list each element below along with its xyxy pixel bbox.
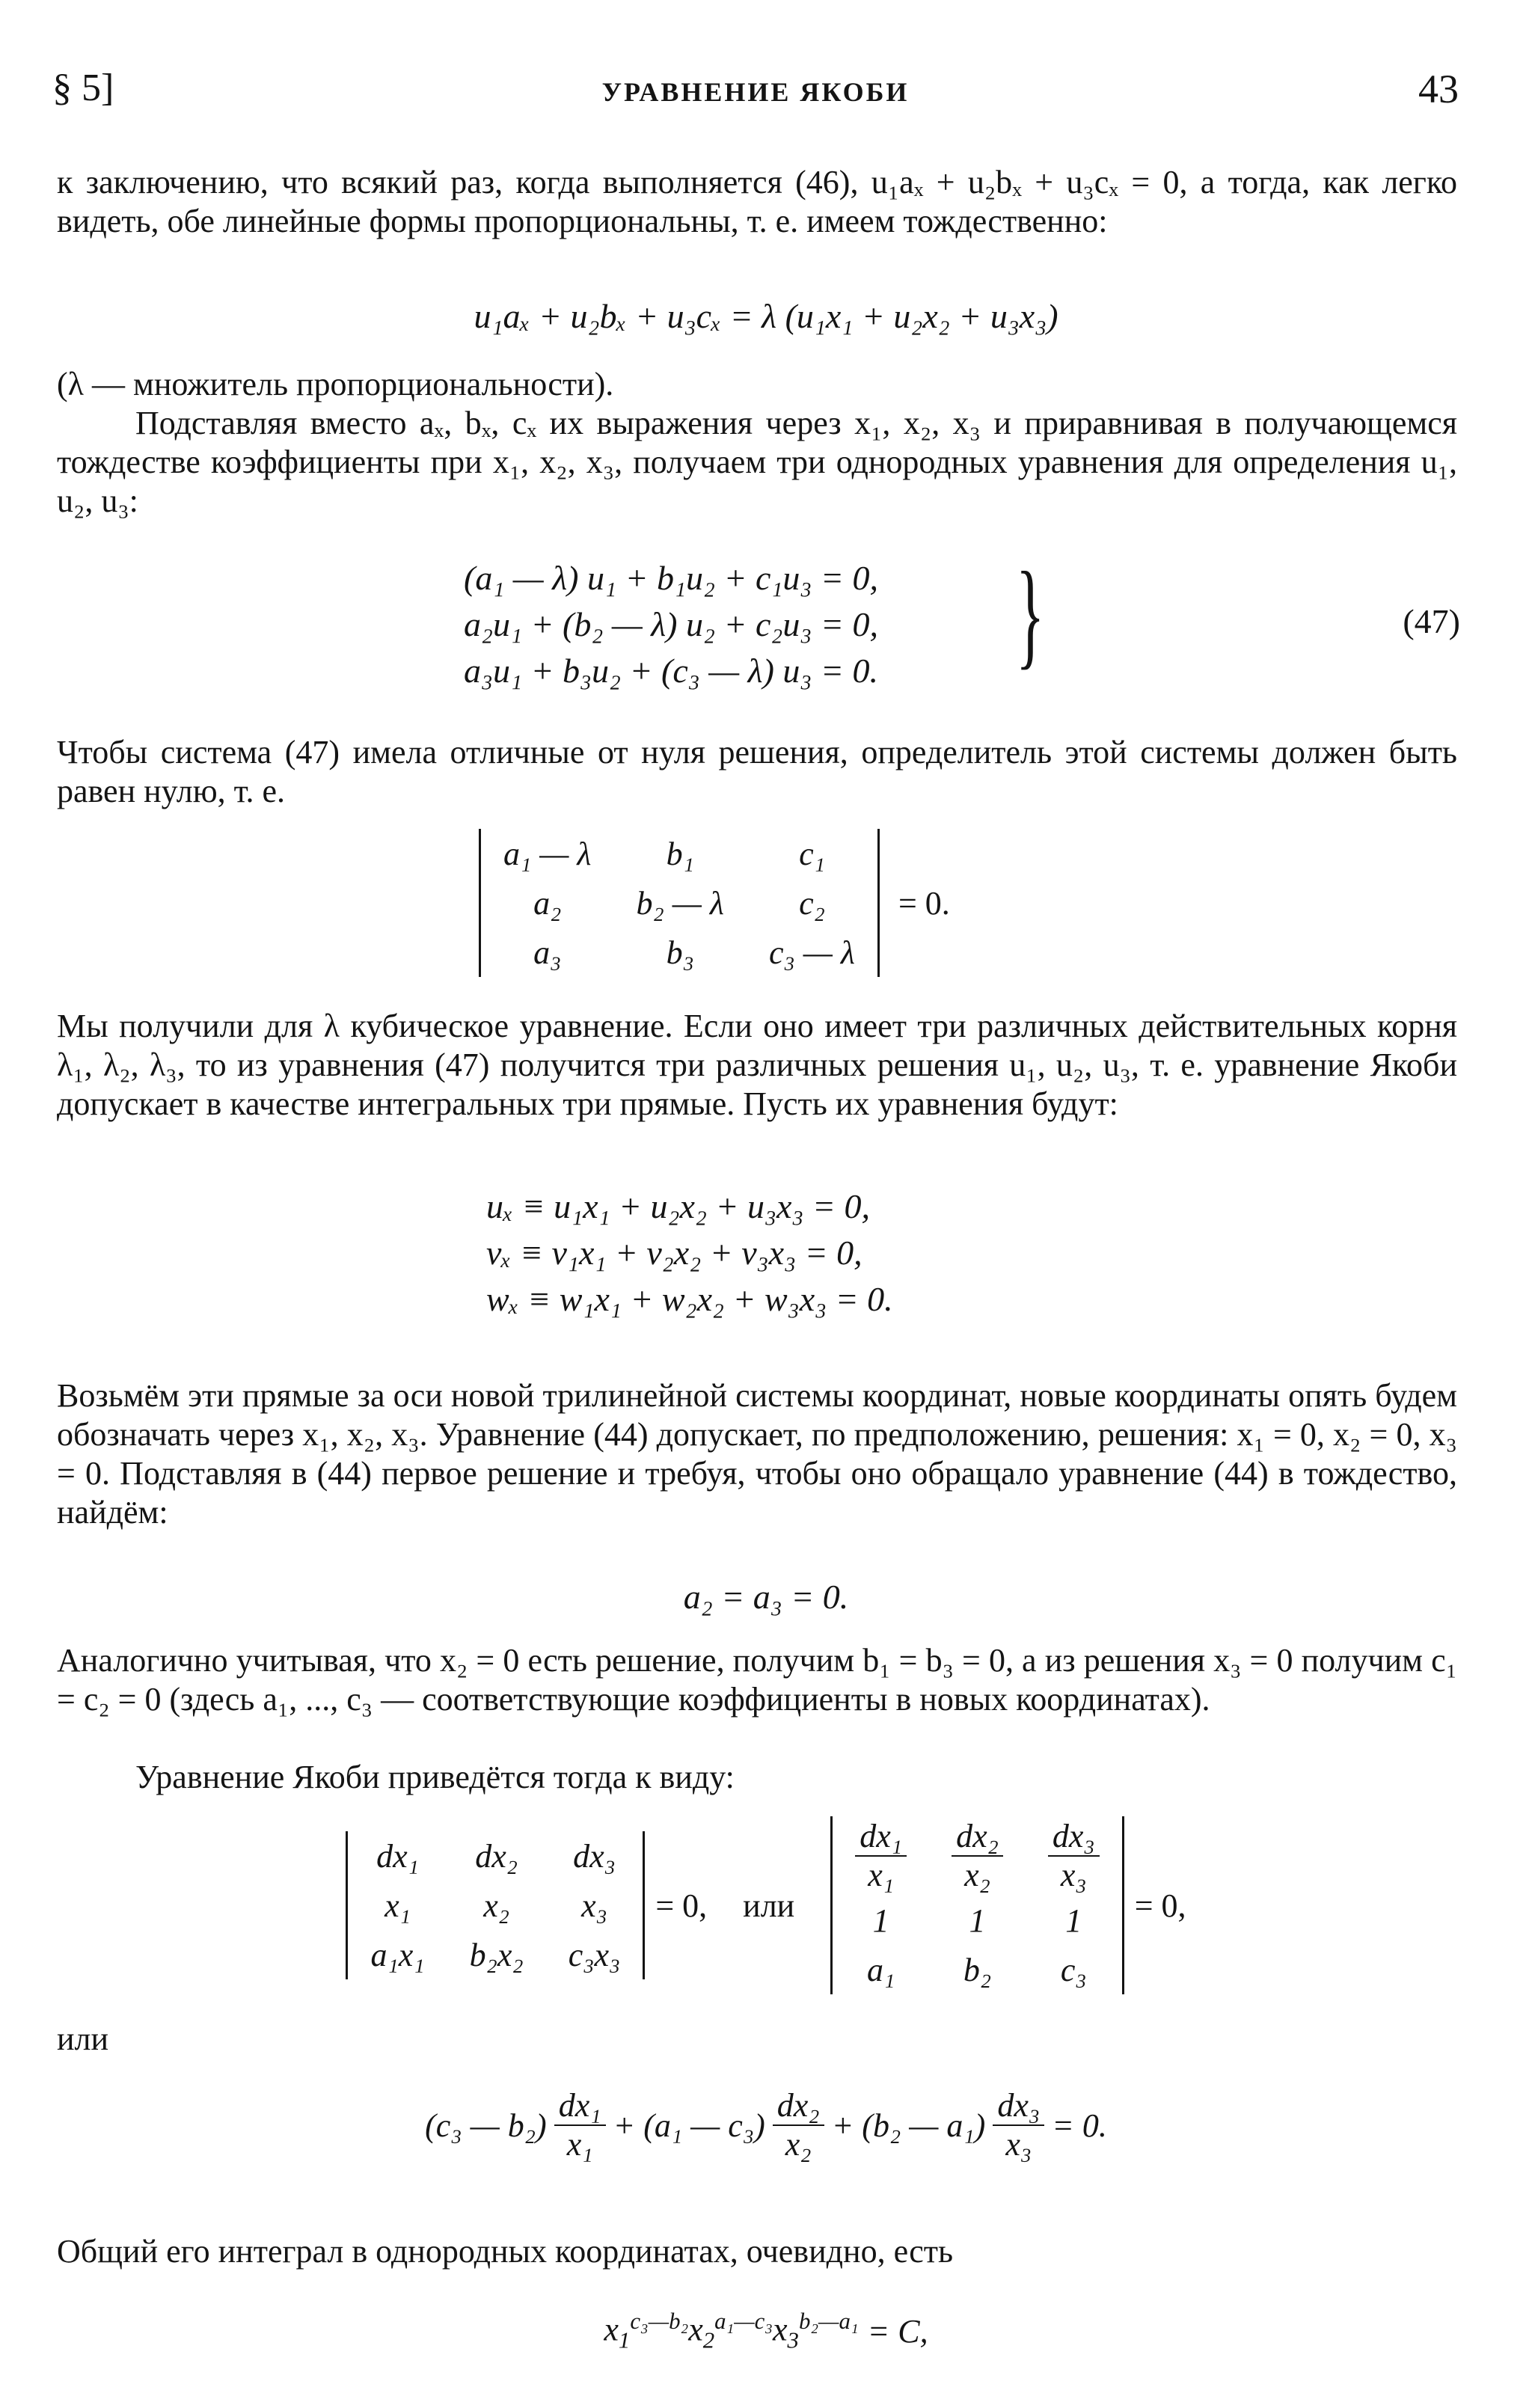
fraction [773,2087,824,2163]
system-line-2: a₂u₁ + (b₂ — λ) u₂ + c₂u₃ = 0, [464,605,878,643]
general-integral [0,2309,1532,2353]
fraction [993,2087,1044,2163]
fraction-numerator: dx₂ [773,2087,824,2126]
equation-a-zero: a₂ = a₃ = 0. [683,1578,849,1616]
paragraph-7: Аналогично учитывая, что x₂ = 0 есть решение, получим b₁ = b₃ = 0, а из решения x₃ = 0 получим c₁ = c₂ = 0 (здесь a₁, ..., c₃ — соответствующие коэффициенты в новых координатах). [57,1642,1457,1718]
power-term [604,2309,688,2353]
fraction-denominator: x₃ [1060,1857,1087,1893]
det-cell: a₁x₁ [370,1936,425,1973]
paragraph-3: Подставляя вместо aₓ, bₓ, cₓ их выражения через x₁, x₂, x₃ и приравнивая в получающемся тождестве коэффициенты при x₁, x₂, x₃, получаем три однородных уравнения для определения u₁, u₂, u₃: [57,405,1457,519]
fraction-denominator: x₃ [1005,2126,1032,2163]
system-line-1: (a₁ — λ) u₁ + b₁u₂ + c₁u₃ = 0, [464,559,878,597]
subscript: 1 [618,2327,631,2353]
eq-term: + (a₁ — c₃) [613,2107,765,2144]
det-cell: a₁ [867,1951,895,1988]
det-cell: dx₁ [376,1837,419,1875]
fraction [1048,1818,1100,1894]
det-cell: c₃x₃ [568,1936,621,1973]
eq-term: = 0. [1052,2107,1107,2144]
paragraph-9: Общий его интеграл в однородных координатах, очевидно, есть [57,2233,954,2270]
paragraph-5: Мы получили для λ кубическое уравнение. Если оно имеет три различных действительных корня λ₁, λ₂, λ₃, то из уравнения (47) получится три различных решения u₁, u₂, u₃, т. е. уравнение Якоби допускает в качестве интегральных три прямые. Пусть их уравнения будут: [57,1008,1457,1122]
fraction [554,2087,606,2163]
subscript: 2 [702,2327,715,2353]
fraction-numerator: dx₁ [554,2087,606,2126]
power-term [773,2309,859,2353]
det-cell: b₁ [666,835,694,872]
det-cell: b₂ [963,1951,992,1988]
det-cell: 1 [969,1902,986,1939]
equation-differentials [0,2087,1532,2163]
exponent: c₃—b₂ [630,2309,689,2334]
line-equation-v: vₓ ≡ v₁x₁ + v₂x₂ + v₃x₃ = 0, [486,1234,862,1272]
det-cell: 1 [1065,1902,1082,1939]
paragraph-6: Возьмём эти прямые за оси новой трилинейной системы координат, новые координаты опять будем обозначать через x₁, x₂, x₃. Уравнение (44) допускает, по предположению, решения: x₁ = 0, x₂ = 0, x₃ = 0. Подставляя в (44) первое решение и требуя, чтобы оно обращало уравнение (44) в тождество, найдём: [57,1377,1457,1531]
det-cell: x₁ [384,1887,411,1924]
fraction-numerator: dx₂ [952,1818,1003,1857]
det-cell: 1 [872,1902,889,1939]
det-cell: a₁ — λ [503,835,592,872]
det-cell: dx₃ [573,1837,616,1875]
determinant-rhs: = 0, [1134,1887,1186,1924]
exponent: b₂—a₁ [798,2309,859,2334]
det-cell: x₂ [483,1887,510,1924]
det-cell: b₂x₂ [469,1936,524,1973]
determinant-rhs: = 0, [655,1887,708,1924]
eq-term: (c₃ — b₂) [425,2107,547,2144]
paragraph-8: Уравнение Якоби приведётся тогда к виду: [135,1759,735,1795]
running-title: УРАВНЕНИЕ ЯКОБИ [601,77,910,107]
det-cell: b₃ [666,934,694,971]
paragraph-1: к заключению, что всякий раз, когда выполняется (46), u₁aₓ + u₂bₓ + u₃cₓ = 0, а тогда, как легко видеть, обе линейные формы пропорциональны, т. е. имеем тождественно: [57,164,1457,239]
exponent: a₁—c₃ [714,2309,773,2334]
fraction-numerator: dx₃ [993,2087,1044,2126]
determinant-rhs: = 0. [898,884,950,922]
fraction-denominator: x₂ [785,2126,812,2163]
det-cell [929,1816,1026,1896]
det-cell [832,1816,929,1896]
integral-rhs: = C, [867,2312,928,2350]
det-cell: a₃ [533,934,562,971]
fraction [855,1818,907,1894]
or-word: или [743,1887,795,1924]
fraction-denominator: x₁ [566,2126,593,2163]
section-mark: § 5] [52,67,114,109]
det-cell: a₂ [533,884,562,922]
det-cell: c₁ [799,835,825,872]
eq-term: + (b₂ — a₁) [831,2107,986,2144]
system-brace: } [1016,547,1045,680]
fraction [952,1818,1003,1894]
fraction-numerator: dx₃ [1048,1818,1100,1857]
equation-number-47: (47) [1403,602,1460,640]
base: x [773,2311,788,2348]
paragraph-2: (λ — множитель пропорциональности). [57,366,614,402]
paragraph-4: Чтобы система (47) имела отличные от нуля решения, определитель этой системы должен быть равен нулю, т. е. [57,734,1457,809]
or-line: или [57,2021,109,2057]
power-term [688,2309,773,2353]
subscript: 3 [787,2327,799,2353]
base: x [604,2311,619,2348]
equation-proportional: u₁aₓ + u₂bₓ + u₃cₓ = λ (u₁x₁ + u₂x₂ + u₃x₃) [474,297,1058,335]
jacobi-reduced-row [0,1816,1532,1994]
fraction-numerator: dx₁ [855,1818,907,1857]
line-equation-u: uₓ ≡ u₁x₁ + u₂x₂ + u₃x₃ = 0, [486,1187,870,1225]
det-cell [1026,1816,1123,1896]
base: x [688,2311,703,2348]
det-cell: c₂ [799,884,825,922]
det-cell: dx₂ [475,1837,518,1875]
line-equation-w: wₓ ≡ w₁x₁ + w₂x₂ + w₃x₃ = 0. [486,1280,893,1318]
three-lines [486,1183,893,1323]
system-47 [464,555,878,694]
determinant-lambda [479,829,950,977]
determinant-fractions [830,1816,1124,1994]
system-line-3: a₃u₁ + b₃u₂ + (c₃ — λ) u₃ = 0. [464,652,878,690]
running-header [52,66,1459,118]
fraction-denominator: x₁ [868,1857,895,1893]
determinant-matrix [479,829,880,977]
det-cell: c₃ [1060,1951,1087,1988]
det-cell: c₃ — λ [768,934,855,971]
det-cell: x₃ [581,1887,607,1924]
det-cell: b₂ — λ [636,884,724,922]
page-number: 43 [1418,67,1459,111]
determinant-dx [346,1831,645,1979]
fraction-denominator: x₂ [964,1857,990,1893]
